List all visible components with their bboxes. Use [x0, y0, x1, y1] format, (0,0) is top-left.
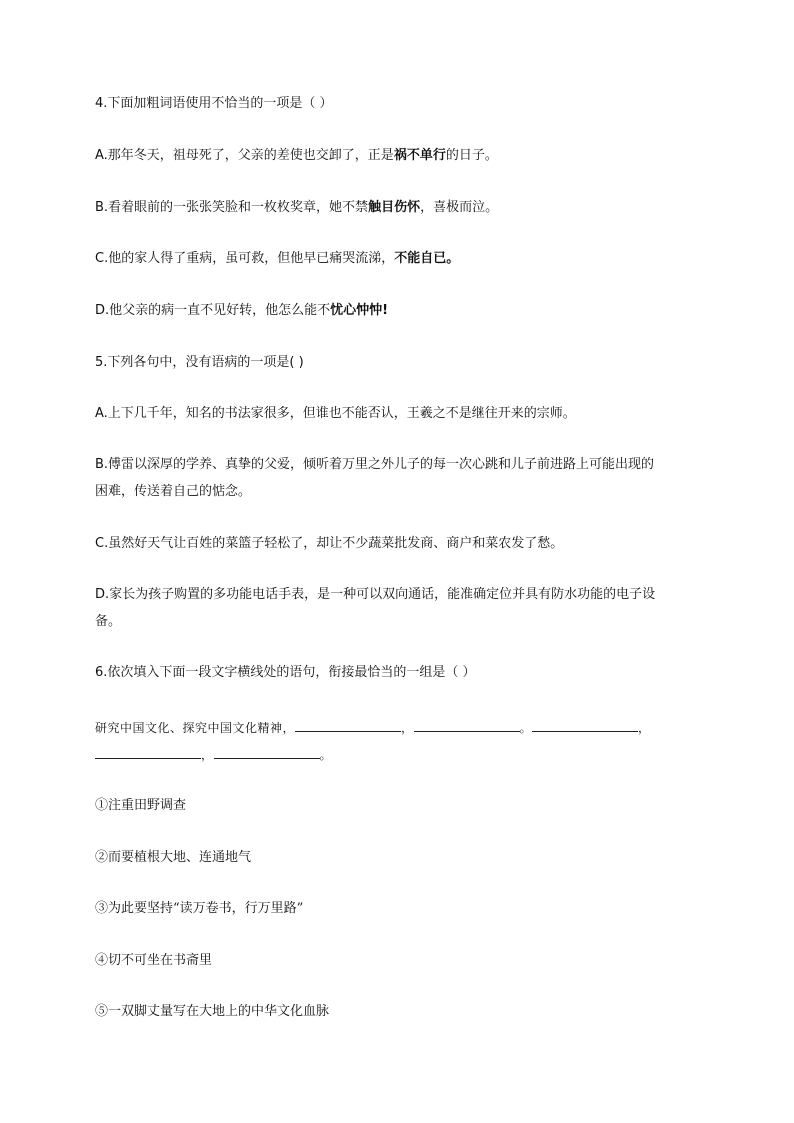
q4-c-bold-phrase: 不能自已。 [394, 251, 460, 266]
q6-period-2: 。 [319, 748, 333, 762]
q5-stem: 5.下列各句中，没有语病的一项是( ) [95, 355, 304, 370]
q4-option-c [95, 251, 459, 267]
q5-option-d-line1: D.家长为孩子购置的多功能电话手表，是一种可以双向通话，能准确定位并具有防水功能的电子设 [95, 587, 656, 602]
q4-b-text: B.看着眼前的一张张笑脸和一枚枚奖章，她不禁 [95, 200, 369, 215]
q4-option-d [95, 303, 388, 319]
q6-passage-lead: 研究中国文化、探究中国文化精神， [95, 721, 296, 735]
q4-stem: 4.下面加粗词语使用不恰当的一项是（ ） [95, 96, 333, 111]
q6-comma-2: ， [638, 721, 651, 735]
q6-option-3: ③为此要坚持“读万卷书，行万里路” [95, 901, 304, 916]
q4-c-text: C.他的家人得了重病，虽可救，但他早已痛哭流涕， [95, 251, 395, 266]
q4-a-bold-phrase: 祸不单行 [393, 148, 446, 163]
q4-d-text: D.他父亲的病一直不见好转，他怎么能不 [95, 303, 331, 318]
q5-option-b-line2: 困难，传送着自己的惦念。 [95, 484, 252, 499]
fill-blank-2 [414, 719, 520, 732]
q4-a-text: A.那年冬天，祖母死了，父亲的差使也交卸了，正是 [95, 148, 394, 163]
q6-comma-1: ， [401, 721, 414, 735]
q6-passage-line1 [95, 719, 651, 736]
q5-option-c: C.虽然好天气让百姓的菜篮子轻松了，却让不少蔬菜批发商、商户和菜农发了愁。 [95, 536, 564, 551]
q4-b-text-end: ，喜极而泣。 [420, 200, 499, 215]
q6-option-5: ⑤一双脚丈量写在大地上的中华文化血脉 [95, 1004, 330, 1019]
q6-comma-3: ， [201, 748, 214, 762]
q6-option-1: ①注重田野调查 [95, 798, 187, 813]
q4-d-bold-phrase: 忧心忡忡! [330, 303, 389, 318]
q6-passage-line2 [95, 746, 332, 763]
q4-b-bold-phrase: 触目伤怀 [368, 200, 421, 215]
q5-option-d-line2: 备。 [95, 614, 122, 629]
q6-option-2: ②而要植根大地、连通地气 [95, 850, 252, 865]
q4-option-b [95, 200, 498, 216]
q5-option-b-line1: B.傅雷以深厚的学养、真挚的父爱，倾听着万里之外儿子的每一次心跳和儿子前进路上可能出现的 [95, 457, 655, 472]
q5-option-a: A.上下几千年，知名的书法家很多，但谁也不能否认，王羲之不是继往开来的宗师。 [95, 406, 576, 421]
q4-a-text-end: 的日子。 [445, 148, 498, 163]
q6-period-1: 。 [519, 721, 533, 735]
q4-option-a [95, 148, 498, 164]
fill-blank-1 [295, 719, 401, 732]
fill-blank-3 [532, 719, 638, 732]
fill-blank-5 [214, 746, 320, 759]
q6-option-4: ④切不可坐在书斋里 [95, 953, 213, 968]
fill-blank-4 [95, 746, 201, 759]
q6-stem: 6.依次填入下面一段文字横线处的语句，衔接最恰当的一组是（ ） [95, 665, 476, 680]
